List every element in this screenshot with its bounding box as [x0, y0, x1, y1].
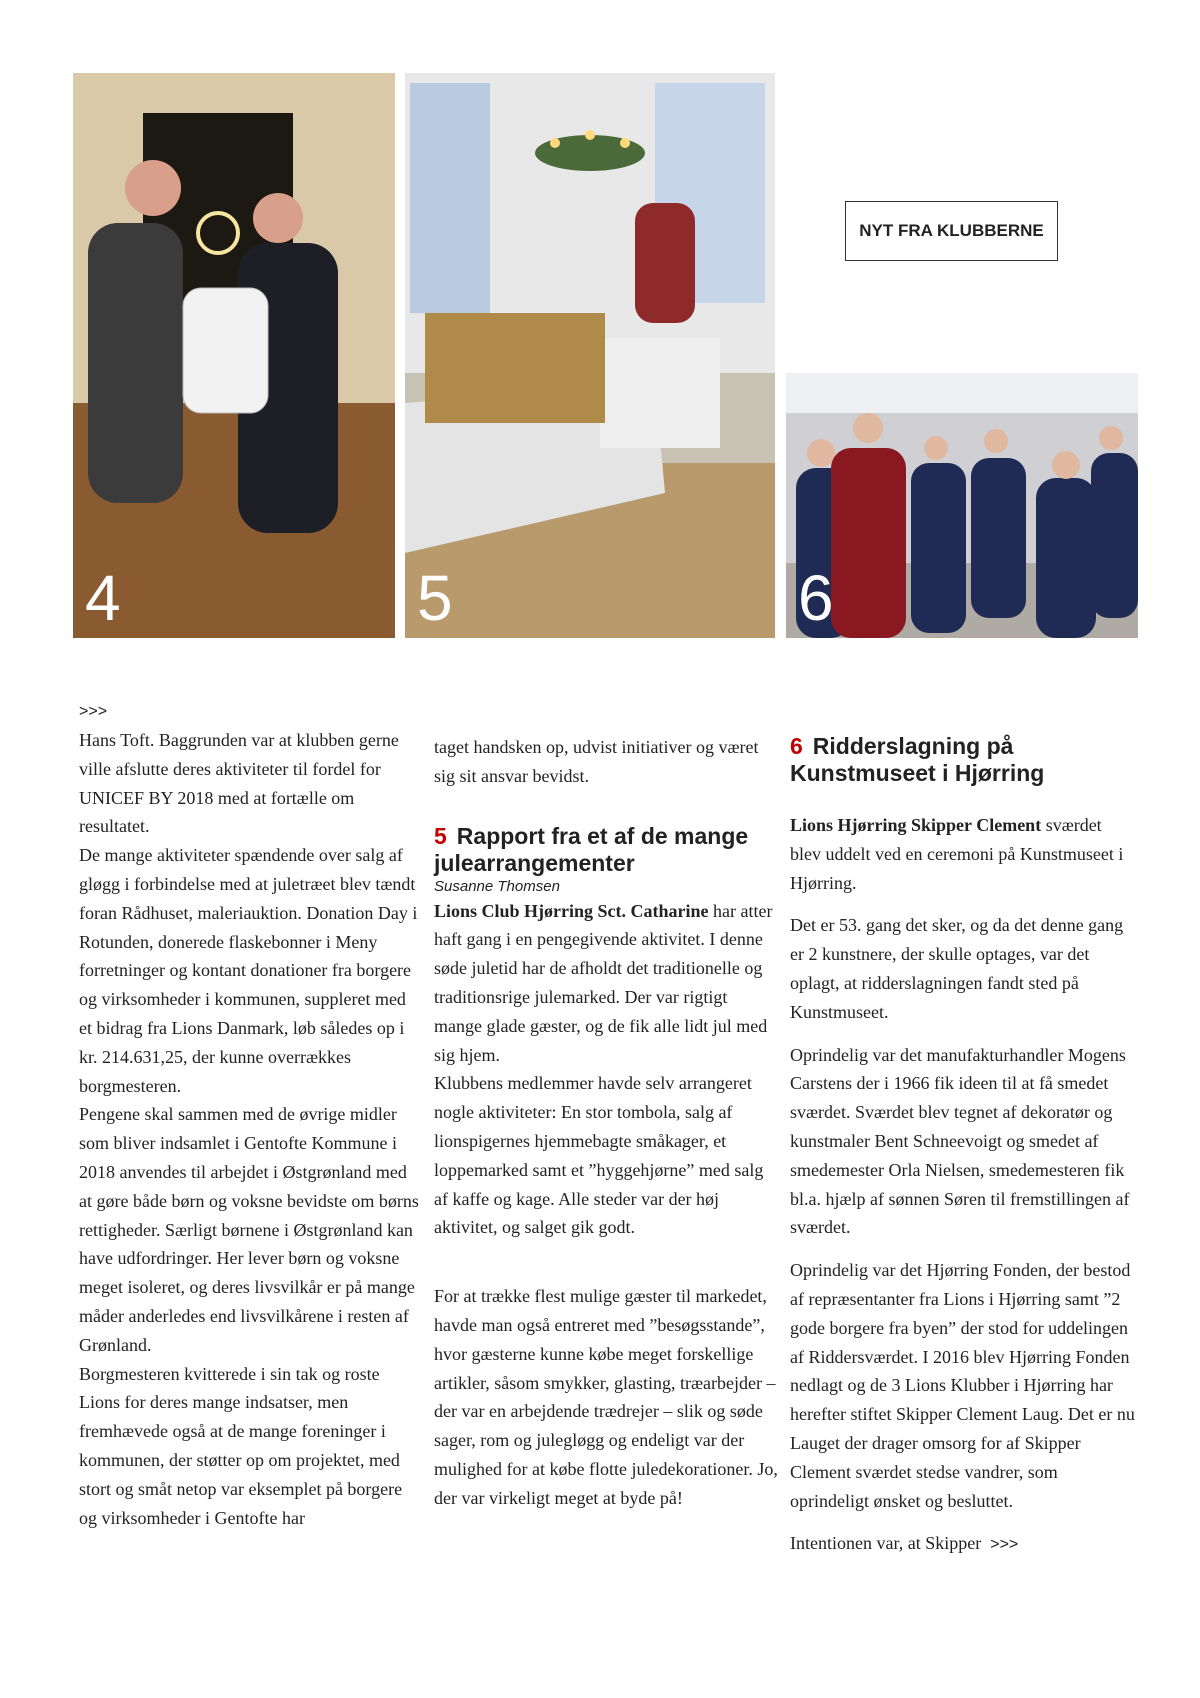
article-6-heading [790, 733, 1135, 787]
column-3 [790, 733, 1135, 1560]
article-6-title: Ridderslagning på Kunstmuseet i Hjørring [790, 733, 1045, 786]
col2-intro: taget handsken op, udvist initiativer og været sig sit ansvar bevidst. [434, 737, 759, 786]
article-6-lead-rest: sværdet blev uddelt ved en ceremoni på Kunstmuseet i Hjørring. [790, 815, 1124, 893]
photo-6-image [786, 373, 1138, 638]
article-6-closing-text: Intentionen var, at Skipper [790, 1533, 982, 1554]
article-5-author: Susanne Thomsen [434, 877, 560, 895]
article-6-paragraph: Oprindelig var det manufakturhandler Mogens Carstens der i 1966 fik ideen til at få smedet sværdet. Sværdet blev tegnet af dekoratør og kunstmaler Bent Schneevoigt og smedet af smedemester Orla Nielsen, smedemesteren fik bl.a. hjælp af sønnen Søren til fremstillingen af sværdet. [790, 1044, 1130, 1238]
article-6-paragraph: Det er 53. gang det sker, og da det denne gang er 2 kunstnere, der skulle optages, var det oplagt, at ridderslagningen fandt sted på Kunstmuseet. [790, 915, 1124, 1022]
article-5-lead [434, 897, 779, 1070]
continues-marker: >>> [990, 1536, 1019, 1554]
section-label: NYT FRA KLUBBERNE [845, 201, 1058, 261]
article-6-lead-bold: Lions Hjørring Skipper Clement [790, 815, 1042, 835]
article-5-title: Rapport fra et af de mange julearrangementer [434, 822, 749, 876]
photo-4-image [73, 73, 395, 638]
photo-4-number: 4 [85, 562, 121, 634]
col1-paragraph: De mange aktiviteter spændende over salg af gløgg i forbindelse med at juletræet blev tændt foran Rådhuset, maleriauktion. Donation Day i Rotunden, donerede flaskebonner i Meny forretninger og kontant donationer fra borgere og virksomheder i kommunen, suppleret med et bidrag fra Lions Danmark, løb således op i kr. 214.631,25, der kunne overrækkes borgmesteren. [79, 845, 418, 1096]
col1-paragraph: Borgmesteren kvitterede i sin tak og roste Lions for deres mange indsatser, men fremhævede også at de mange foreninger i kommunen, der støtter op om projektet, med stort og småt netop var eksemplet på borgere og virksomheder i Gentofte har [79, 1363, 403, 1528]
photo-6-number: 6 [798, 562, 834, 634]
article-5-number: 5 [434, 822, 447, 849]
photo-5-image [405, 73, 775, 638]
column-2 [434, 733, 779, 1513]
photo-4 [73, 73, 395, 638]
photo-6 [786, 373, 1138, 638]
column-1 [79, 698, 419, 1532]
col1-paragraph: Pengene skal sammen med de øvrige midler som bliver indsamlet i Gentofte Kommune i 2018 anvendes til arbejdet i Østgrønland med at gøre både børn og voksne bevidste om børns rettigheder. Særligt børnene i Østgrønland kan have udfordringer. Her lever børn og voksne meget isoleret, og deres livsvilkår er på mange måder anderledes end livsvilkårene i resten af Grønland. [79, 1104, 419, 1355]
photo-5-number: 5 [417, 562, 453, 634]
article-5-lead-rest: har atter haft gang i en pengegivende aktivitet. I denne søde juletid har de afholdt det traditionelle og traditionsrige julemarked. Der var rigtigt mange glade gæster, og de fik alle lidt jul med sig hjem. [434, 900, 773, 1065]
article-5-lead-bold: Lions Club Hjørring Sct. Catharine [434, 900, 709, 921]
photo-5 [405, 73, 775, 638]
article-5-paragraph: For at trække flest mulige gæster til markedet, havde man også entreret med ”besøgsstande”, hvor gæsterne kunne købe meget forskellige artikler, såsom smykker, glasting, træarbejder – der var en arbejdende trædrejer – slik og søde sager, rom og julegløgg og endeligt var der mulighed for at købe flotte juledekorationer. Jo, der var virkeligt meget at byde på! [434, 1286, 778, 1508]
article-6-paragraph: Oprindelig var det Hjørring Fonden, der bestod af repræsentanter fra Lions i Hjørring samt ”2 gode borgere fra byen” der stod for uddelingen af Riddersværdet. I 2016 blev Hjørring Fonden nedlagt og de 3 Lions Klubber i Hjørring har herefter stiftet Skipper Clement Laug. Det er nu Lauget der drager omsorg for af Skipper Clement sværdet stedse vandrer, som oprindeligt ønsket og besluttet. [790, 1260, 1135, 1511]
article-6-number: 6 [790, 733, 803, 759]
article-5-paragraph: Klubbens medlemmer havde selv arrangeret nogle aktiviteter: En stor tombola, salg af lionspigernes hjemmebagte småkager, et loppemarked samt et ”hyggehjørne” med salg af kaffe og kage. Alle steder var der høj aktivitet, og salget gik godt. [434, 1073, 764, 1238]
article-5-heading [434, 823, 779, 877]
article-6-lead [790, 811, 1135, 897]
article-6-closing [790, 1529, 1135, 1560]
continued-marker: >>> [79, 703, 108, 720]
col1-paragraph: Hans Toft. Baggrunden var at klubben gerne ville afslutte deres aktiviteter til fordel for UNICEF BY 2018 med at fortælle om resultatet. [79, 730, 399, 837]
